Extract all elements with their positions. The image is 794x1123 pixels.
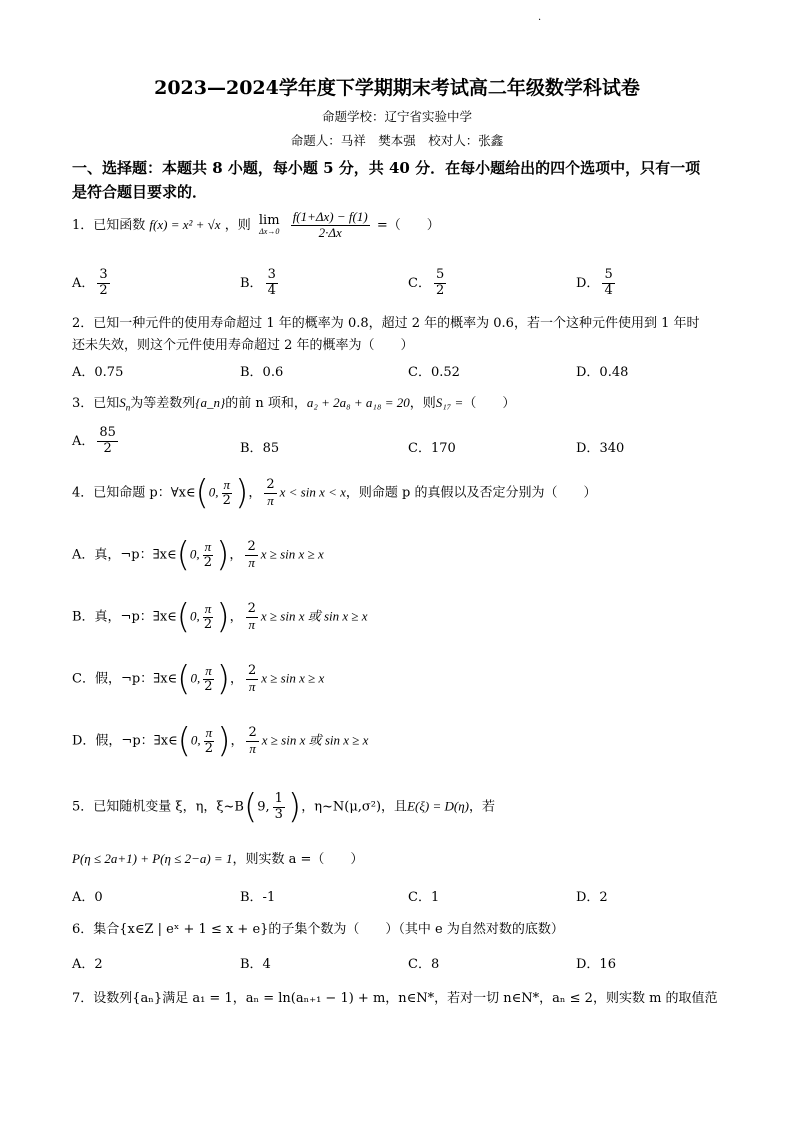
- page-title: 2023—2024学年度下学期期末考试高二年级数学科试卷: [154, 77, 640, 99]
- q1-denominator: 2·Δx: [318, 224, 342, 240]
- q6-option-a: A．2: [72, 957, 103, 972]
- question-2-line2: 还未失效，则这个元件使用寿命超过 2 年的概率为（ ）: [72, 338, 414, 353]
- q5-option-b: B．-1: [240, 890, 276, 905]
- question-5-line2: P(η ≤ 2a+1) + P(η ≤ 2−a) = 1，则实数 a =（ ）: [72, 851, 364, 867]
- q5-option-d: D．2: [576, 890, 608, 905]
- authors-line: 命题人：马祥 樊本强 校对人：张鑫: [290, 133, 504, 148]
- q1-lim-word: lim: [258, 212, 280, 228]
- q1-option-a: A． $\frac{3}{2}$: [72, 267, 108, 298]
- q4-option-a: A．真，¬p：∃x∈(0, $\frac{\pi}{2}$ )， $\frac{2}{\pi}$ x ≥ sin x ≥ x: [72, 535, 324, 575]
- q3-option-b: B．85: [240, 441, 280, 456]
- q3-option-c: C．170: [408, 441, 456, 456]
- q2-option-a: A．0.75: [72, 365, 124, 380]
- q2-option-c: C．0.52: [408, 365, 460, 380]
- q2-option-b: B．0.6: [240, 365, 284, 380]
- q4-option-b: B．真，¬p：∃x∈(0, $\frac{\pi}{2}$ )， $\frac{2}{\pi}$ x ≥ sin x 或 sin x ≥ x: [72, 597, 368, 637]
- q1-numerator: f(1+Δx) − f(1): [292, 209, 368, 224]
- question-1: [72, 210, 440, 241]
- question-2-line1: 2．已知一种元件的使用寿命超过 1 年的概率为 0.8，超过 2 年的概率为 0.6，若一个这种元件使用到 1 年时: [72, 316, 700, 331]
- top-mark: .: [538, 12, 542, 23]
- q6-option-d: D．16: [576, 957, 616, 972]
- question-4: 4．已知命题 p：∀x∈(0, $\frac{\pi}{2}$ )， $\frac{2}{\pi}$ x < sin x < x，则命题 p 的真假以及否定分别为（ ）: [72, 473, 597, 513]
- section-heading-line2: 是符合题目要求的．: [72, 183, 208, 201]
- section-heading-line1: 一、选择题：本题共 8 小题，每小题 5 分，共 40 分．在每小题给出的四个选项中，只有一项: [72, 159, 701, 177]
- q2-option-d: D．0.48: [576, 365, 629, 380]
- q1-lim-sub: Δx→0: [259, 227, 280, 237]
- q1-fraction: [291, 210, 370, 241]
- q3-option-d: D．340: [576, 441, 625, 456]
- q1-option-b: B． $\frac{3}{4}$: [240, 267, 276, 298]
- q1-then: ，则: [224, 217, 251, 233]
- q1-limit: [259, 214, 280, 237]
- q4-option-c: C．假，¬p：∃x∈(0, $\frac{\pi}{2}$ )， $\frac{2}{\pi}$ x ≥ sin x ≥ x: [72, 659, 325, 699]
- question-3: 3．已知$S_n$为等差数列{a_n}的前 n 项和，a₂ + 2a₈ + a₁₈ = 20，则S₁₇ =（ ）: [72, 395, 516, 413]
- question-7: 7．设数列{aₙ}满足 a₁ = 1，aₙ = ln(aₙ₊₁ − 1) + m，n∈N*，若对一切 n∈N*，aₙ ≤ 2，则实数 m 的取值范: [72, 991, 718, 1006]
- q1-tail: =（ ）: [376, 217, 440, 233]
- q6-option-c: C．8: [408, 957, 440, 972]
- q1-intro: 1．已知函数: [72, 217, 146, 233]
- q1-function: f(x) = x² + √x: [149, 216, 221, 232]
- q4-option-d: D．假，¬p：∃x∈(0, $\frac{\pi}{2}$ )， $\frac{2}{\pi}$ x ≥ sin x 或 sin x ≥ x: [72, 721, 369, 761]
- question-6: 6．集合{x∈Z | eˣ + 1 ≤ x + e}的子集个数为（ ）（其中 e 为自然对数的底数）: [72, 922, 564, 937]
- q5-option-c: C．1: [408, 890, 440, 905]
- q1-option-c: C． $\frac{5}{2}$: [408, 267, 445, 298]
- school-line: 命题学校：辽宁省实验中学: [321, 109, 472, 124]
- q6-option-b: B．4: [240, 957, 271, 972]
- question-5-line1: 5．已知随机变量 ξ，η，ξ~B(9, $\frac{1}{3}$ )，η~N(μ,σ²)，且E(ξ) = D(η)，若: [72, 787, 496, 827]
- q5-option-a: A．0: [72, 890, 103, 905]
- q1-option-d: D． $\frac{5}{4}$: [576, 267, 613, 298]
- q3-option-a: A． $\frac{85}{2}$: [72, 425, 116, 456]
